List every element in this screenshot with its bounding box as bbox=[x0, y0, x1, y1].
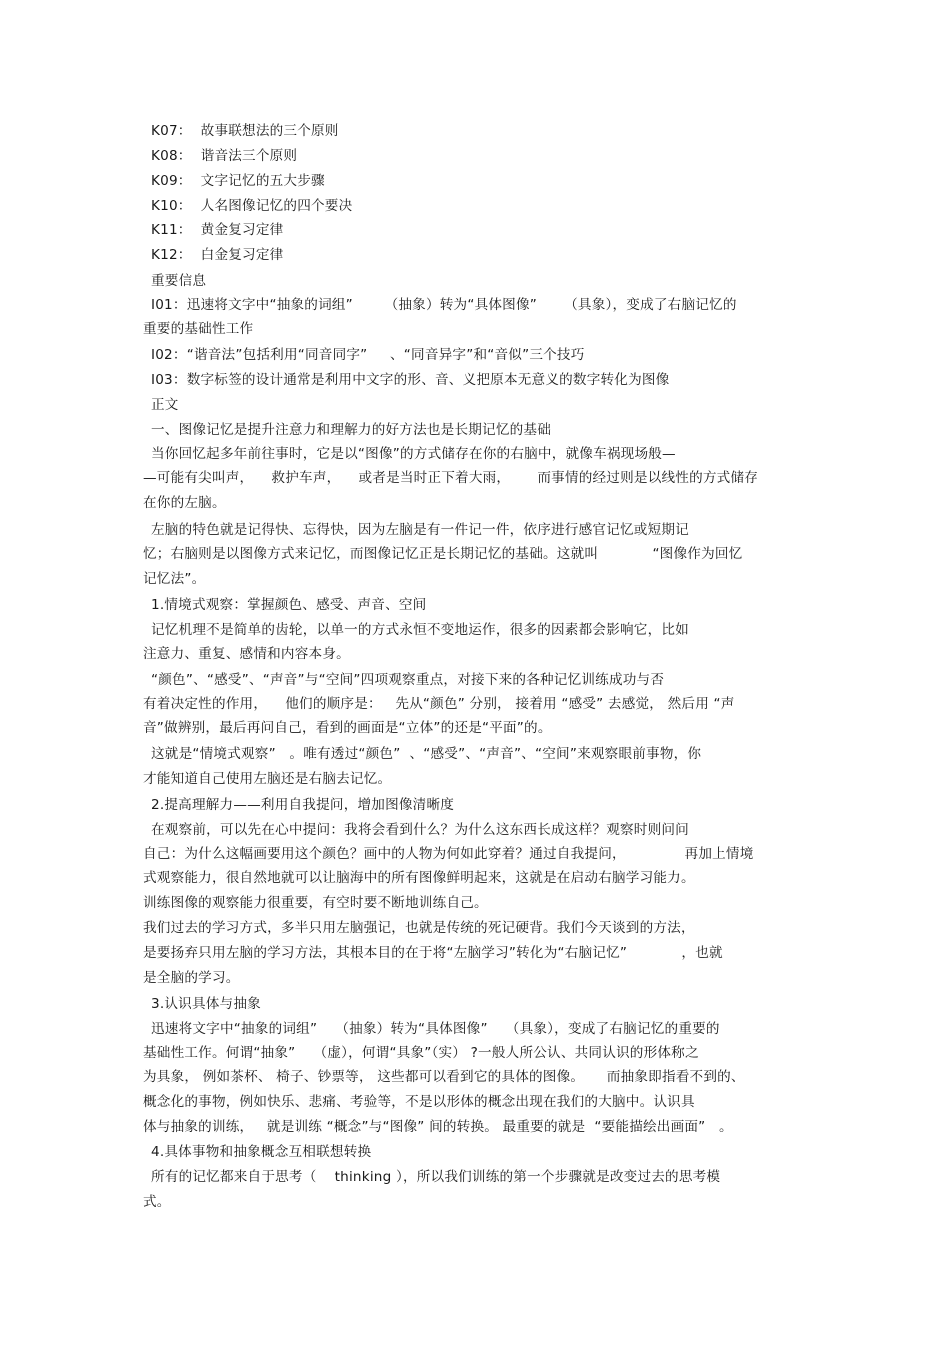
paragraph-line: 这就是“情境式观察” 。唯有透过“颜色” 、“感受”、“声音”、“空间”来观察眼前事物，你 bbox=[151, 746, 702, 762]
paragraph-line: 有着决定性的作用， 他们的顺序是： 先从“颜色” 分别， 接着用 “感受” 去感觉， 然后用 “声 bbox=[143, 696, 735, 712]
paragraph-line: 训练图像的观察能力很重要，有空时要不断地训练自己。 bbox=[143, 895, 488, 911]
paragraph-line: 基础性工作。何谓“抽象” （虚），何谓“具象”（实） ?一般人所公认、共同认识的形体称之 bbox=[143, 1045, 699, 1061]
paragraph-line: 记忆法”。 bbox=[143, 571, 206, 587]
paragraph-line: 是全脑的学习。 bbox=[143, 970, 240, 986]
paragraph-line: 体与抽象的训练， 就是训练 “概念”与“图像” 间的转换。 最重要的就是 “要能描绘出画面” 。 bbox=[143, 1119, 733, 1135]
paragraph-line: 注意力、重复、感情和内容本身。 bbox=[143, 646, 350, 662]
paragraph-line: 当你回忆起多年前往事时，它是以“图像”的方式储存在你的右脑中，就像车祸现场般— bbox=[151, 446, 676, 462]
section-heading-important-info: 重要信息 bbox=[151, 273, 207, 289]
paragraph-line: 迅速将文字中“抽象的词组” （抽象）转为“具体图像” （具象），变成了右脑记忆的重要的 bbox=[151, 1021, 720, 1037]
subheading-1: 1.情境式观察：掌握颜色、感受、声音、空间 bbox=[151, 597, 427, 613]
key-point-k09: K09： 文字记忆的五大步骤 bbox=[151, 173, 325, 189]
key-point-k07: K07： 故事联想法的三个原则 bbox=[151, 123, 339, 139]
info-i01-line1: I01：迅速将文字中“抽象的词组” （抽象）转为“具体图像” （具象），变成了右脑记忆的 bbox=[151, 297, 737, 313]
info-i03: I03：数字标签的设计通常是利用中文字的形、音、义把原本无意义的数字转化为图像 bbox=[151, 372, 670, 388]
paragraph-line: 式观察能力，很自然地就可以让脑海中的所有图像鲜明起来，这就是在启动右脑学习能力。 bbox=[143, 870, 695, 886]
key-point-k12: K12： 白金复习定律 bbox=[151, 247, 284, 263]
paragraph-line: “颜色”、“感受”、“声音”与“空间”四项观察重点，对接下来的各种记忆训练成功与否 bbox=[151, 672, 665, 688]
subheading-3: 3.认识具体与抽象 bbox=[151, 996, 261, 1012]
subheading-2: 2.提高理解力——利用自我提问，增加图像清晰度 bbox=[151, 797, 455, 813]
info-i01-line2: 重要的基础性工作 bbox=[143, 321, 254, 337]
paragraph-line: 才能知道自己使用左脑还是右脑去记忆。 bbox=[143, 771, 392, 787]
paragraph-line: 式。 bbox=[143, 1194, 171, 1210]
info-i02: I02：“谐音法”包括利用“同音同字” 、“同音异字”和“音似”三个技巧 bbox=[151, 347, 585, 363]
paragraph-line: 自己：为什么这幅画要用这个颜色？画中的人物为何如此穿着？通过自我提问， 再加上情境 bbox=[143, 846, 754, 862]
paragraph-line: 在你的左脑。 bbox=[143, 495, 226, 511]
paragraph-line: 所有的记忆都来自于思考（ thinking ），所以我们训练的第一个步骤就是改变过去的思考模 bbox=[151, 1169, 721, 1185]
paragraph-line: 在观察前，可以先在心中提问：我将会看到什么？为什么这东西长成这样？观察时则问问 bbox=[151, 822, 689, 838]
paragraph-line: 我们过去的学习方式，多半只用左脑强记，也就是传统的死记硬背。我们今天谈到的方法， bbox=[143, 920, 695, 936]
paragraph-line: 为具象， 例如茶杯、 椅子、钞票等， 这些都可以看到它的具体的图像。 而抽象即指看不到的、 bbox=[143, 1069, 745, 1085]
paragraph-line: —可能有尖叫声， 救护车声， 或者是当时正下着大雨， 而事情的经过则是以线性的方式储存 bbox=[143, 470, 759, 486]
key-point-k11: K11： 黄金复习定律 bbox=[151, 222, 284, 238]
paragraph-line: 音”做辨别，最后再问自己，看到的画面是“立体”的还是“平面”的。 bbox=[143, 720, 552, 736]
key-point-k10: K10： 人名图像记忆的四个要决 bbox=[151, 198, 353, 214]
section-heading-body: 正文 bbox=[151, 397, 179, 413]
key-point-k08: K08： 谐音法三个原则 bbox=[151, 148, 298, 164]
paragraph-line: 概念化的事物，例如快乐、悲痛、考验等，不是以形体的概念出现在我们的大脑中。认识具 bbox=[143, 1094, 695, 1110]
paragraph-line: 忆；右脑则是以图像方式来记忆，而图像记忆正是长期记忆的基础。这就叫 “图像作为回忆 bbox=[143, 546, 743, 562]
paragraph-line: 是要扬弃只用左脑的学习方法，其根本目的在于将“左脑学习”转化为“右脑记忆” ，也就 bbox=[143, 945, 723, 961]
paragraph-line: 记忆机理不是简单的齿轮，以单一的方式永恒不变地运作，很多的因素都会影响它，比如 bbox=[151, 622, 689, 638]
paragraph-line: 左脑的特色就是记得快、忘得快，因为左脑是有一件记一件，依序进行感官记忆或短期记 bbox=[151, 522, 689, 538]
subheading-4: 4.具体事物和抽象概念互相联想转换 bbox=[151, 1144, 372, 1160]
heading-1: 一、图像记忆是提升注意力和理解力的好方法也是长期记忆的基础 bbox=[151, 422, 552, 438]
